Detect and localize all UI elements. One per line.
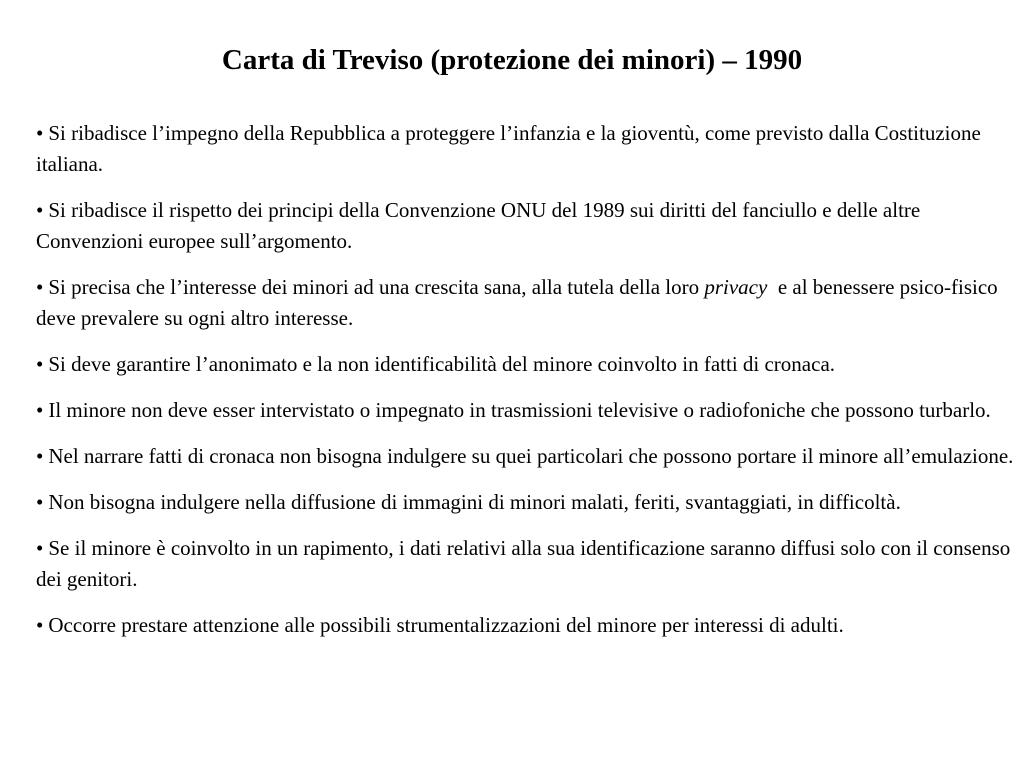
- bullet-text: Non bisogna indulgere nella diffusione di immagini di minori malati, feriti, svantaggiati, in difficoltà.: [48, 490, 901, 514]
- slide-title: Carta di Treviso (protezione dei minori) – 1990: [221, 44, 803, 76]
- bullet-mark: •: [36, 198, 44, 222]
- bullet-text: Se il minore è coinvolto in un rapimento, i dati relativi alla sua identificazione saranno diffusi solo con il consenso dei genitori.: [36, 536, 1011, 591]
- bullet-text: Occorre prestare attenzione alle possibili strumentalizzazioni del minore per interessi di adulti.: [48, 613, 844, 637]
- bullet-text: Il minore non deve esser intervistato o impegnato in trasmissioni televisive o radiofoniche che possono turbarlo.: [48, 398, 991, 422]
- bullet-mark: •: [36, 121, 44, 145]
- bullet-mark: •: [36, 536, 44, 560]
- bullet-text: Si ribadisce il rispetto dei principi della Convenzione ONU del 1989 sui diritti del fanciullo e delle altre Convenzioni europee sull’argomento.: [36, 198, 921, 253]
- bullet-mark: •: [36, 275, 44, 299]
- bullet-item-9: [36, 610, 1018, 641]
- bullet-mark: •: [36, 398, 44, 422]
- bullet-text-italic: privacy: [704, 275, 768, 299]
- bullet-text-after: e al benessere psico-fisico deve prevalere su ogni altro interesse.: [36, 275, 1003, 330]
- bullet-item-6: [36, 441, 1018, 472]
- bullet-text: Nel narrare fatti di cronaca non bisogna indulgere su quei particolari che possono portare il minore all’emulazione.: [48, 444, 1014, 468]
- bullet-mark: •: [36, 613, 44, 637]
- bullet-item-2: [36, 195, 1018, 257]
- bullet-item-5: [36, 395, 1018, 426]
- bullet-text-before: Si precisa che l’interesse dei minori ad una crescita sana, alla tutela della loro: [48, 275, 705, 299]
- bullet-mark: •: [36, 490, 44, 514]
- bullet-item-1: [36, 118, 1018, 180]
- bullet-item-3: [36, 272, 1018, 334]
- bullet-item-7: [36, 487, 1018, 518]
- bullet-mark: •: [36, 352, 44, 376]
- bullet-text: Si deve garantire l’anonimato e la non identificabilità del minore coinvolto in fatti di cronaca.: [48, 352, 836, 376]
- bullet-item-8: [36, 533, 1018, 595]
- bullet-list: [36, 118, 1018, 656]
- bullet-text: Si ribadisce l’impegno della Repubblica a proteggere l’infanzia e la gioventù, come previsto dalla Costituzione italiana.: [36, 121, 981, 176]
- bullet-mark: •: [36, 444, 44, 468]
- bullet-item-4: [36, 349, 1018, 380]
